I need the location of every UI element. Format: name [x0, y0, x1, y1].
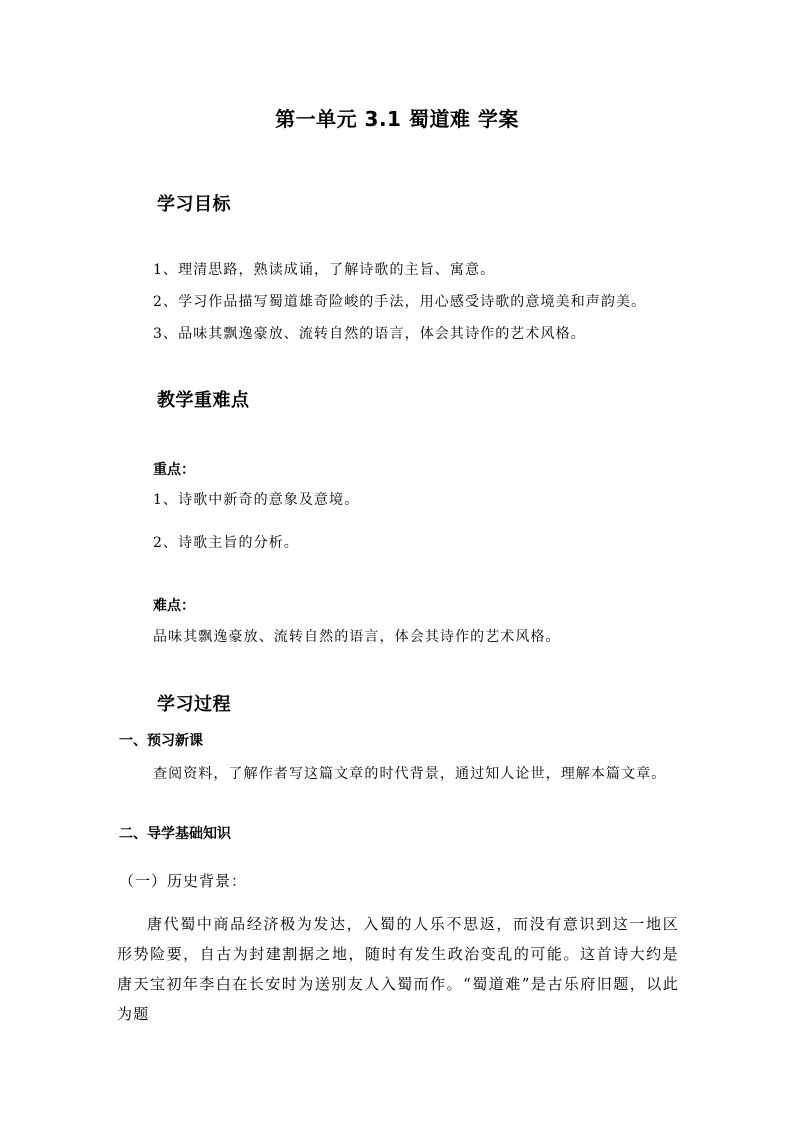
subsection-1-heading: （一）历史背景：: [119, 872, 248, 890]
section-1-text: 查阅资料，了解作者写这篇文章的时代背景，通过知人论世，理解本篇文章。: [153, 766, 667, 782]
objective-item-1: 1、理清思路，熟读成诵，了解诗歌的主旨、寓意。: [153, 262, 496, 278]
section-1-heading: 一、预习新课: [119, 733, 203, 749]
difficulty-label: 难点：: [153, 598, 195, 614]
objective-item-2: 2、学习作品描写蜀道雄奇险峻的手法，用心感受诗歌的意境美和声韵美。: [153, 294, 647, 310]
section-2-heading: 二、导学基础知识: [119, 826, 231, 842]
objective-item-3: 3、品味其飘逸豪放、流转自然的语言，体会其诗作的艺术风格。: [153, 326, 586, 342]
document-title: 第一单元 3.1 蜀道难 学案: [275, 107, 519, 131]
focus-label: 重点：: [153, 462, 195, 478]
process-heading: 学习过程: [157, 694, 231, 715]
objectives-heading: 学习目标: [157, 194, 231, 215]
history-paragraph: 唐代蜀中商品经济极为发达，入蜀的人乐不思返，而没有意识到这一地区形势险要，自古为封建割据之地，随时有发生政治变乱的可能。这首诗大约是唐天宝初年李白在长安时为送别友人入蜀而作。“蜀道难”是古乐府旧题，以此为题: [117, 915, 679, 1023]
focus-item-2: 2、诗歌主旨的分析。: [153, 535, 299, 551]
key-points-heading: 教学重难点: [157, 390, 250, 411]
focus-item-1: 1、诗歌中新奇的意象及意境。: [153, 492, 360, 508]
difficulty-text: 品味其飘逸豪放、流转自然的语言，体会其诗作的艺术风格。: [153, 629, 561, 645]
